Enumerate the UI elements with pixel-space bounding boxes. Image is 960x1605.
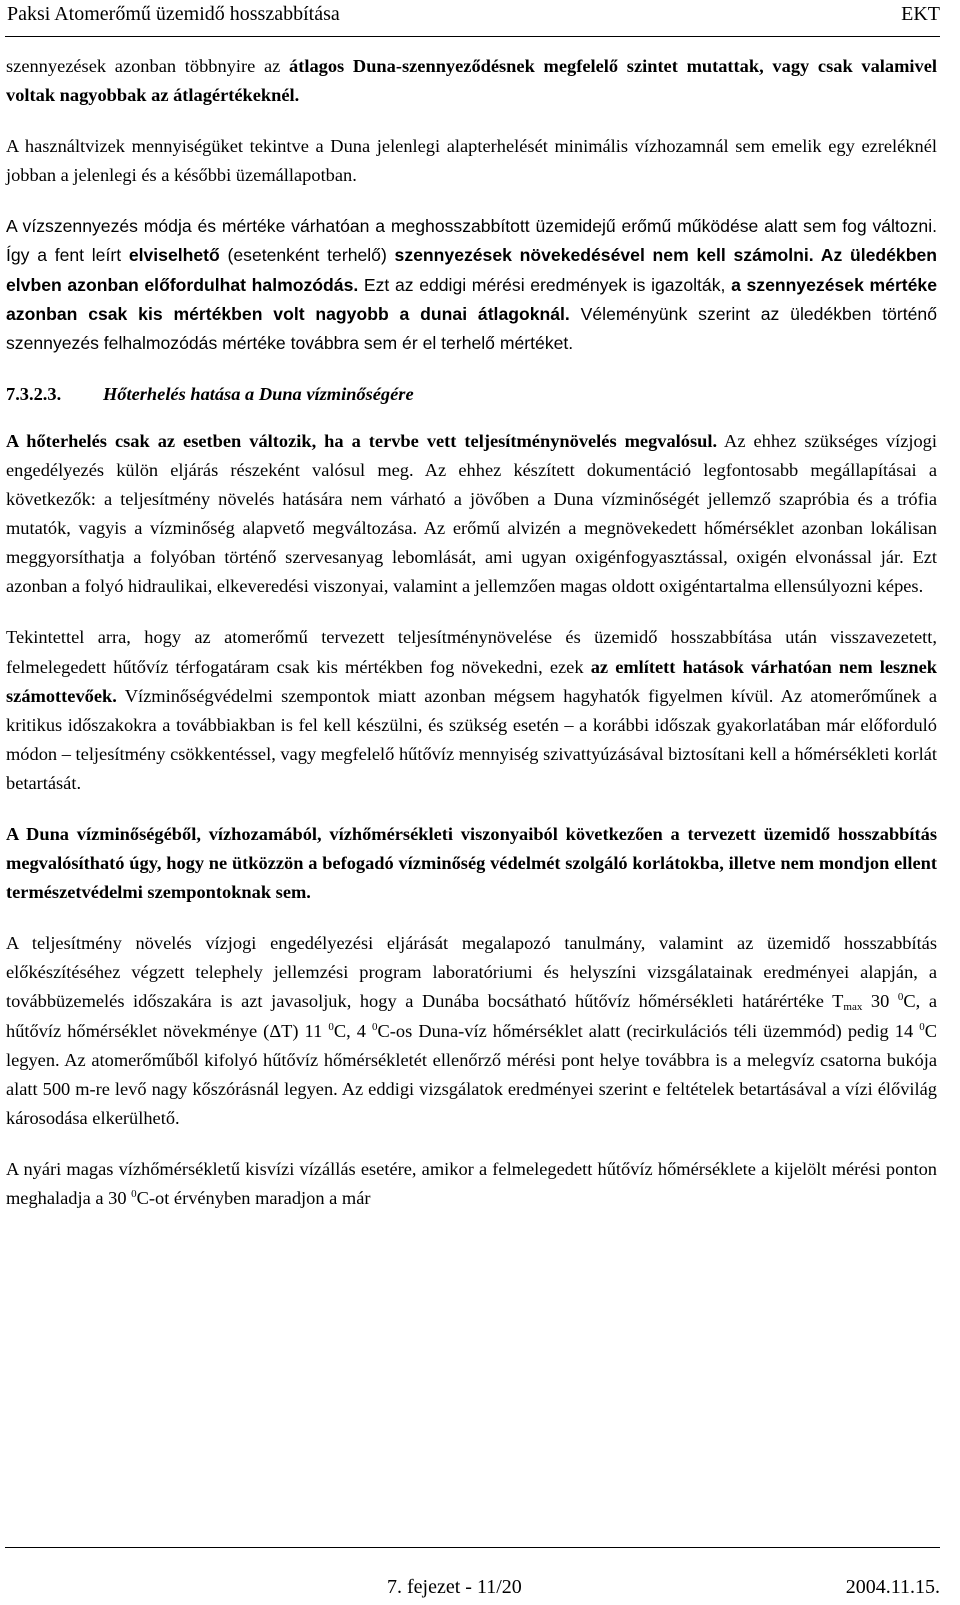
paragraph-5 [6,623,937,798]
bold-run: A hőterhelés csak az esetben változik, ha a tervbe vett teljesítménynövelés megvalósul. [6,430,718,451]
superscript: 0 [897,991,904,1004]
header-title: Paksi Atomerőmű üzemidő hosszabbítása [7,3,340,25]
text-run: Véleményünk szerint az üledékben történő szennyezés felhalmozódás mértéke továbbra sem ér el terhelő mértéket. [6,303,937,353]
superscript: 0 [131,1188,137,1200]
bold-run: szennyezések növekedésével nem kell számolni. Az üledékben elvben azonban előfordulhat halmozódás. [6,245,937,295]
text-run: A nyári magas vízhőmérsékletű kisvízi vízállás esetére, amikor a felmelegedett hűtővíz hőmérséklete a kijelölt mérési ponton meghaladja a 30 [6,1158,937,1208]
text-run: A vízszennyezés módja és mértéke várhatóan a meghosszabbított üzemidejű erőmű működése alatt sem fog változni. Így a fent leírt [6,216,937,266]
text-run: C legyen. Az atomerőműből kifolyó hűtővíz hőmérsékletét ellenőrző mérési pont helye továbbra is a melegvíz csatorna bukója alatt 500 m-re levő nagy kőszórásnál legyen. Az eddigi vizsgálatok eredményei szerint e feltételek betartásával a vízi élővilág károsodása elkerülhető. [6,1020,937,1128]
bold-run: a szennyezések mértéke azonban csak kis mértékben volt nagyobb a dunai átlagoknál. [6,274,938,324]
paragraph-8 [6,1155,937,1213]
paragraph-1 [6,52,937,110]
superscript: 0 [919,1020,925,1033]
text-run: Ezt az eddigi mérési eredmények is igazolták, [358,274,732,295]
subscript: max [843,1001,863,1014]
section-number: 7.3.2.3. [6,383,62,404]
text-run: A használtvizek mennyiségüket tekintve a Duna jelenlegi alapterhelését minimális vízhozamnál sem emelik egy ezreléknél jobban a jelenlegi és a későbbi üzemállapotban. [6,136,937,186]
delta-symbol: Δ [269,1020,282,1041]
bold-run: elviselhető [128,245,220,266]
superscript: 0 [372,1020,378,1033]
superscript: 0 [328,1020,334,1033]
footer-date: 2004.11.15. [845,1576,940,1598]
page-header [5,0,940,37]
page-number: 7. fejezet - 11/20 [387,1576,522,1598]
section-title: Hőterhelés hatása a Duna vízminőségére [103,383,414,404]
text-run: A teljesítmény növelés vízjogi engedélyezési eljárását megalapozó tanulmány, valamint az üzemidő hosszabbítás előkészítéséhez végzett telephely jellemzési program laboratóriumi és helyszíni vizsgálatainak eredményei alapján, a továbbüzemelés időszakára is azt javasoljuk, hogy a Dunába bocsátható hűtővíz hőmérsékleti határértéke T [6,933,937,1012]
text-run: C, 4 [333,1020,373,1041]
header-org: EKT [901,3,940,25]
text-run: Tekintettel arra, hogy az atomerőmű tervezett teljesítménynövelése és üzemidő hosszabbítása után visszavezetett, felmelegedett hűtővíz térfogatáram csak kis mértékben fog növekedni, ezek [6,627,937,677]
text-run: C-os Duna-víz hőmérséklet alatt (recirkulációs téli üzemmód) pedig 14 [377,1020,920,1041]
text-run: Az ehhez szükséges vízjogi engedélyezés külön eljárás részeként valósul meg. Az ehhez készített dokumentáció legfontosabb megállapításai a következők: a teljesítmény növelés hatására nem várható a jövőben a Duna vízminőségét jellemző szapróbia és a trófia mutatók, vagyis a vízminőség alapvető megváltozása. Az erőmű alvizén a megnövekedett hőmérséklet azonban lokálisan meggyorsíthatja a folyóban történő szervesanyag lebomlását, ami ugyan oxigénfogyasztással, oxigén elvonással jár. Ezt azonban a folyó hidraulikai, elkeveredési viszonyai, valamint a jellemzően magas oldott oxigéntartalma ellensúlyozni képes. [6,430,937,597]
document-body [6,52,937,1213]
text-run: C-ot érvényben maradjon a már [136,1188,371,1208]
section-heading [6,380,937,408]
paragraph-2 [6,132,937,190]
text-run: C, a hűtővíz hőmérséklet növekménye ( [6,991,937,1041]
page-footer [5,1547,940,1598]
text-run: szennyezések azonban többnyire az [6,56,290,76]
paragraph-4 [6,427,937,602]
bold-run: az említett hatások várhatóan nem lesznek számottevőek. [6,656,937,706]
bold-run: átlagos Duna-szennyeződésnek megfelelő szintet mutattak, vagy csak valamivel voltak nagyobbak az átlagértékeknél. [6,56,937,106]
text-run: (esetenként terhelő) [219,245,395,266]
text-run: Vízminőségvédelmi szempontok miatt azonban mégsem hagyhatók figyelmen kívül. Az atomerőműnek a kritikus időszakokra a továbbiakban is fel kell készülni, és szükség esetén – a korábbi időszak gyakorlatában már előforduló módon – teljesítmény csökkentéssel, vagy megfelelő hűtővíz mennyiség szivattyúzásával biztosítani kell a hőmérsékleti korlát betartását. [6,685,937,793]
paragraph-3 [6,212,937,357]
paragraph-6 [6,820,937,907]
paragraph-7 [6,929,937,1133]
text-run: T) 11 [281,1020,329,1041]
bold-run: A Duna vízminőségéből, vízhozamából, vízhőmérsékleti viszonyaiból következően a tervezett üzemidő hosszabbítás megvalósítható úgy, hogy ne ütközzön a befogadó vízminőség védelmét szolgáló korlátokba, illetve nem mondjon ellent természetvédelmi szempontoknak sem. [6,823,937,903]
text-run: 30 [862,991,898,1012]
